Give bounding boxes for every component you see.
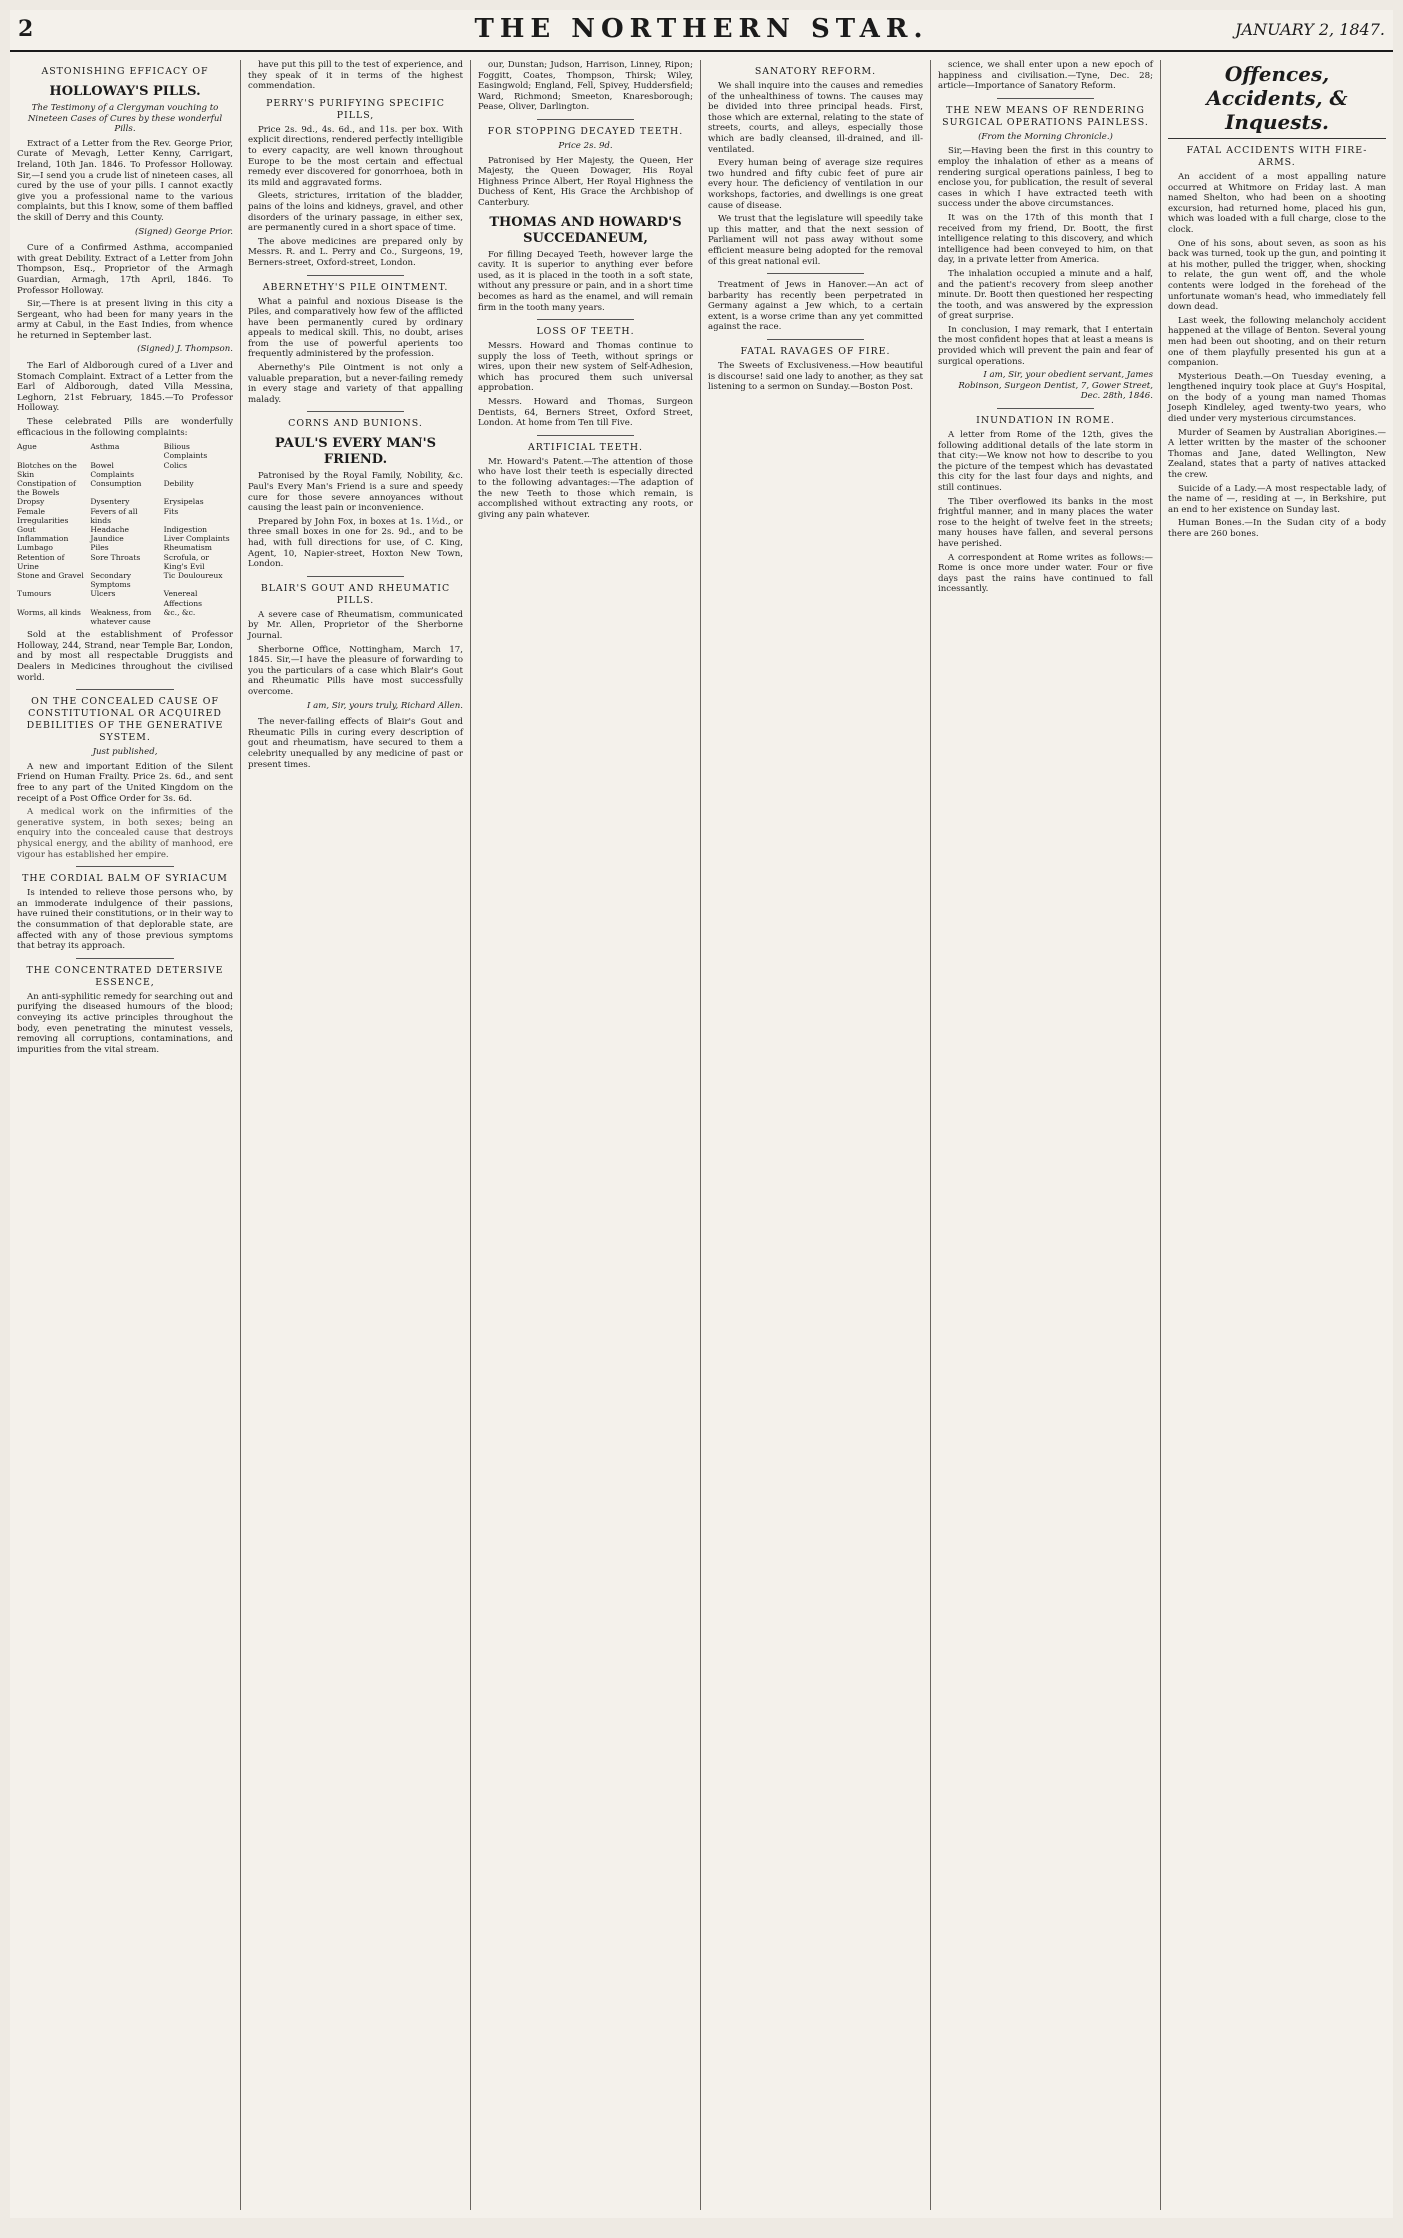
complaint-item: Weakness, from whatever cause xyxy=(90,607,152,627)
paragraph: Extract of a Letter from the Rev. George Prior, Curate of Mevagh, Letter Kenny, Carrigart, Ireland, 10th Jan. 1846. To Professor Holloway. Sir,—I send you a crude list of nineteen cases, all cured by the use of your pills. I cannot exactly give you a professional name to the various complaints, but this I know, some of them baffled the skill of Derry and this County. xyxy=(17,138,233,223)
complaint-item: Inflammation xyxy=(17,534,69,544)
paragraph: In conclusion, I may remark, that I entertain the most confident hopes that at least a means is provided which will prevent the pain and fear of surgical operations. xyxy=(938,324,1153,367)
complaint-item: Constipation of the Bowels xyxy=(17,479,76,498)
article-title: FATAL RAVAGES OF FIRE. xyxy=(740,346,891,358)
complaint-item: Asthma xyxy=(90,442,120,452)
paragraph: A letter from Rome of the 12th, gives the following additional details of the late storm in that city:—We know not how to describe to you the picture of the tempest which has devastated this city for the last four days and nights, and still continues. xyxy=(938,430,1153,493)
paragraph: Sir,—Having been the first in this country to employ the inhalation of ether as a means of rendering surgical operations painless, I beg to enclose you, for publication, the result of several cases in which I have extracted teeth with success under the above circumstances. xyxy=(938,146,1153,210)
paragraph: Sold at the establishment of Professor Holloway, 244, Strand, near Temple Bar, London, and by most all respectable Druggists and Dealers in Medicines throughout the civilised world. xyxy=(17,630,233,683)
paragraph: The Tiber overflowed its banks in the most frightful manner, and in many places the water rose to the height of twelve feet in the streets; many houses have fallen, and several persons have perished. xyxy=(938,496,1153,549)
column-5 xyxy=(930,60,1160,2210)
separator xyxy=(997,408,1094,409)
paragraph: The never-failing effects of Blair's Gout and Rheumatic Pills in curing every description of gout and rheumatism, have secured to them a celebrity unequalled by any medicine of past or present times. xyxy=(248,717,463,770)
paragraph: The Earl of Aldborough cured of a Liver and Stomach Complaint. Extract of a Letter from the Earl of Aldborough, dated Villa Messina, Leghorn, 21st February, 1845.—To Professor Holloway. xyxy=(17,361,233,414)
complaint-item: Gout xyxy=(17,525,36,535)
article-title: SANATORY REFORM. xyxy=(754,66,877,77)
paragraph: We shall inquire into the causes and remedies of the unhealthiness of towns. The causes may be divided into three principal heads. First, those which are external, relating to the state of streets, courts, and alleys, especially those which are badly cleansed, ill-drained, and ill-ventilated. xyxy=(708,81,923,155)
separator xyxy=(537,119,634,120)
complaint-item: Stone and Gravel xyxy=(17,571,84,581)
separator xyxy=(307,275,404,276)
complaint-item: Tumours xyxy=(17,589,52,599)
paragraph: The Sweets of Exclusiveness.—How beautiful is discourse! said one lady to another, as they sat listening to a sermon on Sunday.—Boston Post. xyxy=(708,361,923,393)
paragraph: These celebrated Pills are wonderfully efficacious in the following complaints: xyxy=(17,417,233,438)
complaint-item: Headache xyxy=(90,525,129,535)
section-title: Offences, Accidents, & Inquests. xyxy=(1168,62,1386,139)
complaint-item: Venereal Affections xyxy=(163,589,202,608)
separator xyxy=(767,273,864,274)
ad-title: FOR STOPPING DECAYED TEETH. xyxy=(487,125,684,137)
ad-title: THE CONCENTRATED DETERSIVE ESSENCE, xyxy=(26,964,224,988)
complaint-item: Ague xyxy=(17,442,37,452)
paragraph: Messrs. Howard and Thomas continue to supply the loss of Teeth, without springs or wires, upon their new system of Self-Adhesion, which has procured them such universal approbation. xyxy=(478,341,693,394)
complaint-item: Secondary Symptoms xyxy=(90,571,132,590)
paragraph: Last week, the following melancholy accident happened at the village of Benton. Several young men had been out shooting, and on their return one of them playfully presented his gun at a companion. xyxy=(1168,315,1386,369)
column-1 xyxy=(10,60,240,2210)
complaint-item: &c., &c. xyxy=(163,607,196,617)
ad-title: THE CORDIAL BALM OF SYRIACUM xyxy=(22,873,228,885)
paragraph: Mr. Howard's Patent.—The attention of those who have lost their teeth is especially directed to the following advantages:—The adaption of the new Teeth to those which remain, is accomplished without extracting any roots, or giving any pain whatever. xyxy=(478,456,693,520)
ad-heading: ASTONISHING EFFICACY OF xyxy=(41,66,209,77)
signature: (Signed) J. Thompson. xyxy=(137,344,233,355)
complaint-item: Bowel Complaints xyxy=(90,460,134,479)
complaint-item: Colics xyxy=(163,460,188,470)
column-6 xyxy=(1160,60,1393,2210)
paragraph: science, we shall enter upon a new epoch of happiness and civilisation.—Tyne, Dec. 28; article—Importance of Sanatory Reform. xyxy=(938,60,1153,92)
columns xyxy=(10,60,1393,2210)
paragraph: our, Dunstan; Judson, Harrison, Linney, Ripon; Foggitt, Coates, Thompson, Thirsk; Wiley, Easingwold; England, Fell, Spivey, Huddersfield; Ward, Richmond; Smeeton, Knaresborough; Pease, Oliver, Darlington. xyxy=(478,60,693,113)
complaint-item: Bilious Complaints xyxy=(163,442,208,461)
newspaper-page xyxy=(10,10,1393,2218)
separator xyxy=(997,98,1094,99)
ad-title: BLAIR'S GOUT AND RHEUMATIC PILLS. xyxy=(260,582,451,606)
paragraph: It was on the 17th of this month that I received from my friend, Dr. Boott, the first intelligence relating to this discovery, and which intelligence had been conveyed to him, on that day, in a private letter from America. xyxy=(938,212,1153,266)
paragraph: Patronised by Her Majesty, the Queen, Her Majesty, the Queen Dowager, His Royal Highness Prince Albert, Her Royal Highness the Duchess of Kent, His Grace the Archbishop of Canterbury. xyxy=(478,155,693,208)
paragraph: Prepared by John Fox, in boxes at 1s. 1½d., or three small boxes in one for 2s. 9d., and to be had, with full directions for use, of C. King, Agent, 10, Napier-street, Hoxton New Town, London. xyxy=(248,516,463,570)
ad-name: THOMAS AND HOWARD'S SUCCEDANEUM, xyxy=(489,214,682,246)
paragraph: The above medicines are prepared only by Messrs. R. and L. Perry and Co., Surgeons, 19, Berners-street, Oxford-street, London. xyxy=(248,236,463,268)
paragraph: Patronised by the Royal Family, Nobility, &c. Paul's Every Man's Friend is a sure and speedy cure for those severe annoyances without causing the least pain or inconvenience. xyxy=(248,471,463,514)
separator xyxy=(537,435,634,436)
paragraph: A new and important Edition of the Silent Friend on Human Frailty. Price 2s. 6d., and sent free to any part of the United Kingdom on the receipt of a Post Office Order for 3s. 6d. xyxy=(17,761,233,804)
paragraph: Messrs. Howard and Thomas, Surgeon Dentists, 64, Berners Street, Oxford Street, London. At home from Ten till Five. xyxy=(478,397,693,429)
paragraph: An accident of a most appalling nature occurred at Whitmore on Friday last. A man named Shelton, who had been on a shooting excursion, had returned home, placed his gun, which was loaded with a full charge, close to the clock. xyxy=(1168,172,1386,235)
complaint-item: Dropsy xyxy=(17,497,45,507)
paragraph: We trust that the legislature will speedily take up this matter, and that the next session of Parliament will not pass away without some efficient measure being adopted for the removal of this great national evil. xyxy=(708,214,923,267)
signature: I am, Sir, your obedient servant, James Robinson, Surgeon Dentist, 7, Gower Street, Dec. 28th, 1846. xyxy=(958,370,1153,402)
complaint-item: Indigestion xyxy=(163,525,208,535)
complaint-item: Fevers of all kinds xyxy=(90,506,138,525)
complaint-item: Retention of Urine xyxy=(17,552,65,571)
ad-title: ARTIFICIAL TEETH. xyxy=(527,441,644,453)
ad-title: ABERNETHY'S PILE OINTMENT. xyxy=(262,281,449,293)
complaint-item: Female Irregularities xyxy=(17,506,69,525)
complaint-item: Debility xyxy=(163,479,194,489)
paragraph: A medical work on the infirmities of the generative system, in both sexes; being an enquiry into the concealed cause that destroys physical energy, and the ability of manhood, ere vigour has established her empire. xyxy=(17,807,233,860)
masthead xyxy=(10,10,1393,52)
ad-title: LOSS OF TEETH. xyxy=(536,326,635,338)
paper-title: THE NORTHERN STAR. xyxy=(474,14,929,44)
paragraph: Human Bones.—In the Sudan city of a body there are 260 bones. xyxy=(1168,518,1386,539)
complaint-item: Blotches on the Skin xyxy=(17,460,77,479)
paragraph: Is intended to relieve those persons who, by an immoderate indulgence of their passions, have ruined their constitutions, or in their way to the consummation of that deplorable state, are affected with any of those previous symptoms that betray its approach. xyxy=(17,888,233,952)
separator xyxy=(537,319,634,320)
ad-title: PAUL'S EVERY MAN'S FRIEND. xyxy=(274,436,437,468)
separator xyxy=(76,866,173,867)
complaint-item: Erysipelas xyxy=(163,497,204,507)
complaint-item: Scrofula, or King's Evil xyxy=(163,552,209,571)
signature: I am, Sir, yours truly, Richard Allen. xyxy=(306,700,463,711)
paragraph: Treatment of Jews in Hanover.—An act of barbarity has recently been perpetrated in Germany against a Jew which, to a certain extent, is a worse crime than any yet committed against the race. xyxy=(708,280,923,333)
complaint-item: Liver Complaints xyxy=(163,534,230,544)
paragraph: Suicide of a Lady.—A most respectable lady, of the name of —, residing at —, in Berkshire, put an end to her existence on Sunday last. xyxy=(1168,483,1386,515)
ad-heading: CORNS AND BUNIONS. xyxy=(288,418,423,430)
article-title: FATAL ACCIDENTS WITH FIRE-ARMS. xyxy=(1186,145,1368,168)
page-number: 2 xyxy=(18,16,34,42)
ad-subtitle: Just published, xyxy=(92,747,158,758)
paragraph: The inhalation occupied a minute and a half, and the patient's recovery from sleep another minute. Dr. Boott then questioned her respecting the tooth, and was answered by the expression of great surprise. xyxy=(938,268,1153,322)
issue-date: JANUARY 2, 1847. xyxy=(1235,20,1385,39)
paragraph: Gleets, strictures, irritation of the bladder, pains of the loins and kidneys, gravel, and other disorders of the urinary passage, in either sex, are permanently cured in a short space of time. xyxy=(248,191,463,234)
complaint-item: Tic Douloureux xyxy=(163,571,223,581)
paragraph: One of his sons, about seven, as soon as his back was turned, took up the gun, and pointing it at his mother, pulled the trigger, when, shocking to relate, the gun went off, and the whole contents were lodged in the forehead of the unfortunate woman's head, who immediately fell down dead. xyxy=(1168,238,1386,313)
complaint-item: Piles xyxy=(90,543,109,553)
paragraph: What a painful and noxious Disease is the Piles, and comparatively how few of the afflicted have been permanently cured by ordinary appeals to medical skill. This, no doubt, arises from the use of powerful aperients too frequently administered by the profession. xyxy=(248,296,463,360)
separator xyxy=(76,689,173,690)
ad-subtitle: The Testimony of a Clergyman vouching to Nineteen Cases of Cures by these wonderful Pills. xyxy=(27,103,223,135)
complaint-item: Sore Throats xyxy=(90,552,141,562)
separator xyxy=(307,411,404,412)
paragraph: A correspondent at Rome writes as follows:—Rome is once more under water. Four or five days past the rains have continued to fall incessantly. xyxy=(938,552,1153,595)
signature: (Signed) George Prior. xyxy=(135,226,233,237)
complaint-item: Consumption xyxy=(90,479,142,489)
paragraph: Cure of a Confirmed Asthma, accompanied with great Debility. Extract of a Letter from John Thompson, Esq., Proprietor of the Armagh Guardian, Armagh, 17th April, 1846. To Professor Holloway. xyxy=(17,243,233,296)
separator xyxy=(307,576,404,577)
separator xyxy=(767,339,864,340)
complaint-item: Dysentery xyxy=(90,497,130,507)
ad-title: PERRY'S PURIFYING SPECIFIC PILLS, xyxy=(266,97,445,121)
complaint-item: Jaundice xyxy=(90,534,124,544)
paragraph: Sir,—There is at present living in this city a Sergeant, who had been for many years in the army at Cabul, in the East Indies, from whence he returned in September last. xyxy=(17,299,233,341)
complaint-item: Worms, all kinds xyxy=(17,607,81,617)
column-3 xyxy=(470,60,700,2210)
paragraph: An anti-syphilitic remedy for searching out and purifying the diseased humours of the blood; conveying its active principles throughout the body, even penetrating the minutest vessels, removing all corruptions, contaminations, and impurities from the vital stream. xyxy=(17,991,233,1055)
paragraph: A severe case of Rheumatism, communicated by Mr. Allen, Proprietor of the Sherborne Journal. xyxy=(248,609,463,641)
paragraph: Every human being of average size requires two hundred and fifty cubic feet of pure air every hour. The deficiency of ventilation in our workshops, factories, and dwellings is one great cause of disease. xyxy=(708,158,923,211)
complaint-item: Ulcers xyxy=(90,589,116,599)
ad-title: ON THE CONCEALED CAUSE OF CONSTITUTIONAL OR ACQUIRED DEBILITIES OF THE GENERATIVE SYSTEM. xyxy=(26,696,224,744)
article-title: INUNDATION IN ROME. xyxy=(976,415,1115,427)
article-title: THE NEW MEANS OF RENDERING SURGICAL OPERATIONS PAINLESS. xyxy=(942,104,1149,128)
paragraph: Mysterious Death.—On Tuesday evening, a lengthened inquiry took place at Guy's Hospital, on the body of a young man named Thomas Joseph Kindleley, aged twenty-two years, who died under very mysterious circumstances. xyxy=(1168,371,1386,425)
paragraph: Sherborne Office, Nottingham, March 17, 1845. Sir,—I have the pleasure of forwarding to you the particulars of a case which Blair's Gout and Rheumatic Pills have most successfully overcome. xyxy=(248,644,463,697)
ad-subtitle: Price 2s. 9d. xyxy=(558,140,613,151)
paragraph: Price 2s. 9d., 4s. 6d., and 11s. per box. With explicit directions, rendered perfectly intelligible to every capacity, are well known throughout Europe to be the most certain and effectual remedy ever discovered for gonorrhoea, both in its mild and aggravated forms. xyxy=(248,124,463,188)
complaint-item: Rheumatism xyxy=(163,543,212,553)
paragraph: have put this pill to the test of experience, and they speak of it in terms of the highest commendation. xyxy=(248,60,463,92)
paragraph: Abernethy's Pile Ointment is not only a valuable preparation, but a never-failing remedy in every stage and variety of that appalling malady. xyxy=(248,363,463,405)
complaints-table xyxy=(17,442,233,626)
ad-title: HOLLOWAY'S PILLS. xyxy=(49,84,201,99)
column-2 xyxy=(240,60,470,2210)
complaint-item: Fits xyxy=(163,506,179,516)
column-4 xyxy=(700,60,930,2210)
complaint-item: Lumbago xyxy=(17,543,53,553)
paragraph: Murder of Seamen by Australian Aborigines.—A letter written by the master of the schooner Thomas and Jane, dated Wellington, New Zealand, states that a party of natives attacked the crew. xyxy=(1168,427,1386,481)
paragraph: For filling Decayed Teeth, however large the cavity. It is superior to anything ever before used, as it is placed in the tooth in a soft state, without any pressure or pain, and in a short time becomes as hard as the enamel, and will remain firm in the tooth many years. xyxy=(478,249,693,313)
article-source: (From the Morning Chronicle.) xyxy=(978,131,1113,142)
separator xyxy=(76,958,173,959)
